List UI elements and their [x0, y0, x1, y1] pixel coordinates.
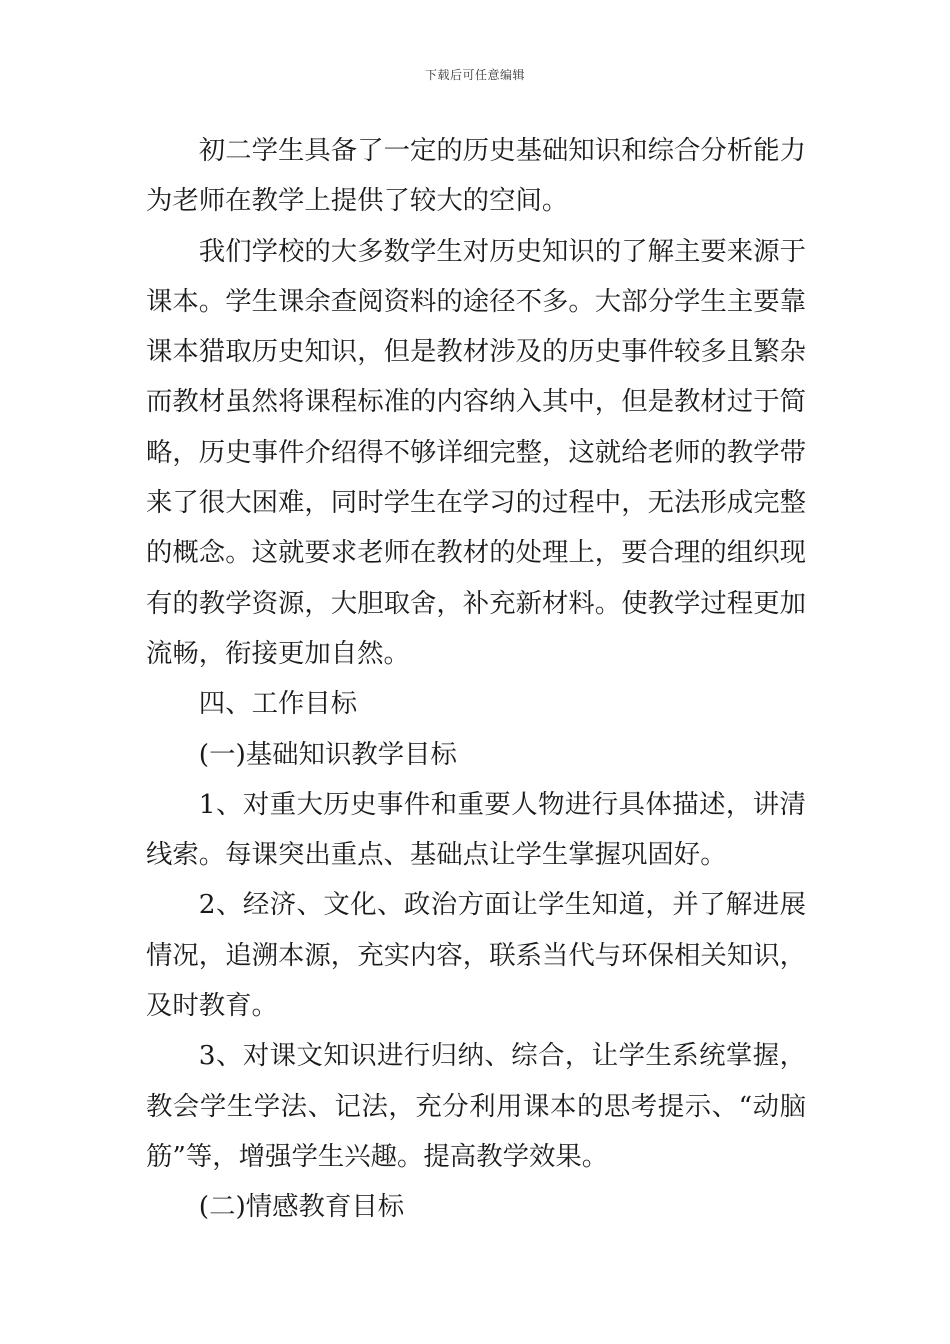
list-item-2: 2、经济、文化、政治方面让学生知道，并了解进展情况，追溯本源，充实内容，联系当代与环保相关知识，及时教育。 [146, 889, 806, 1022]
paragraph-textbook-analysis: 我们学校的大多数学生对历史知识的了解主要来源于课本。学生课余查阅资料的途径不多。大部分学生主要靠课本猎取历史知识，但是教材涉及的历史事件较多且繁杂而教材虽然将课程标准的内容纳入其中，但是教材过于简略，历史事件介绍得不够详细完整，这就给老师的教学带来了很大困难，同时学生在学习的过程中，无法形成完整的概念。这就要求老师在教材的处理上，要合理的组织现有的教学资源，大胆取舍，补充新材料。使教学过程更加流畅，衔接更加自然。 [146, 235, 806, 669]
page-header-note: 下载后可任意编辑 [424, 68, 525, 82]
section-heading-work-goals: 四、工作目标 [198, 688, 358, 720]
list-item-3: 3、对课文知识进行归纳、综合，让学生系统掌握，教会学生学法、记法，充分利用课本的思考提示、“动脑筋”等，增强学生兴趣。提高教学效果。 [146, 1040, 806, 1172]
paragraph-student-basis: 初二学生具备了一定的历史基础知识和综合分析能力为老师在教学上提供了较大的空间。 [146, 135, 806, 217]
document-body [146, 126, 806, 1233]
list-item-1: 1、对重大历史事件和重要人物进行具体描述，讲清线索。每课突出重点、基础点让学生掌握巩固好。 [146, 788, 806, 871]
subsection-heading-basic-knowledge: (一)基础知识教学目标 [198, 738, 457, 770]
subsection-heading-emotional-education: (二)情感教育目标 [198, 1191, 405, 1223]
